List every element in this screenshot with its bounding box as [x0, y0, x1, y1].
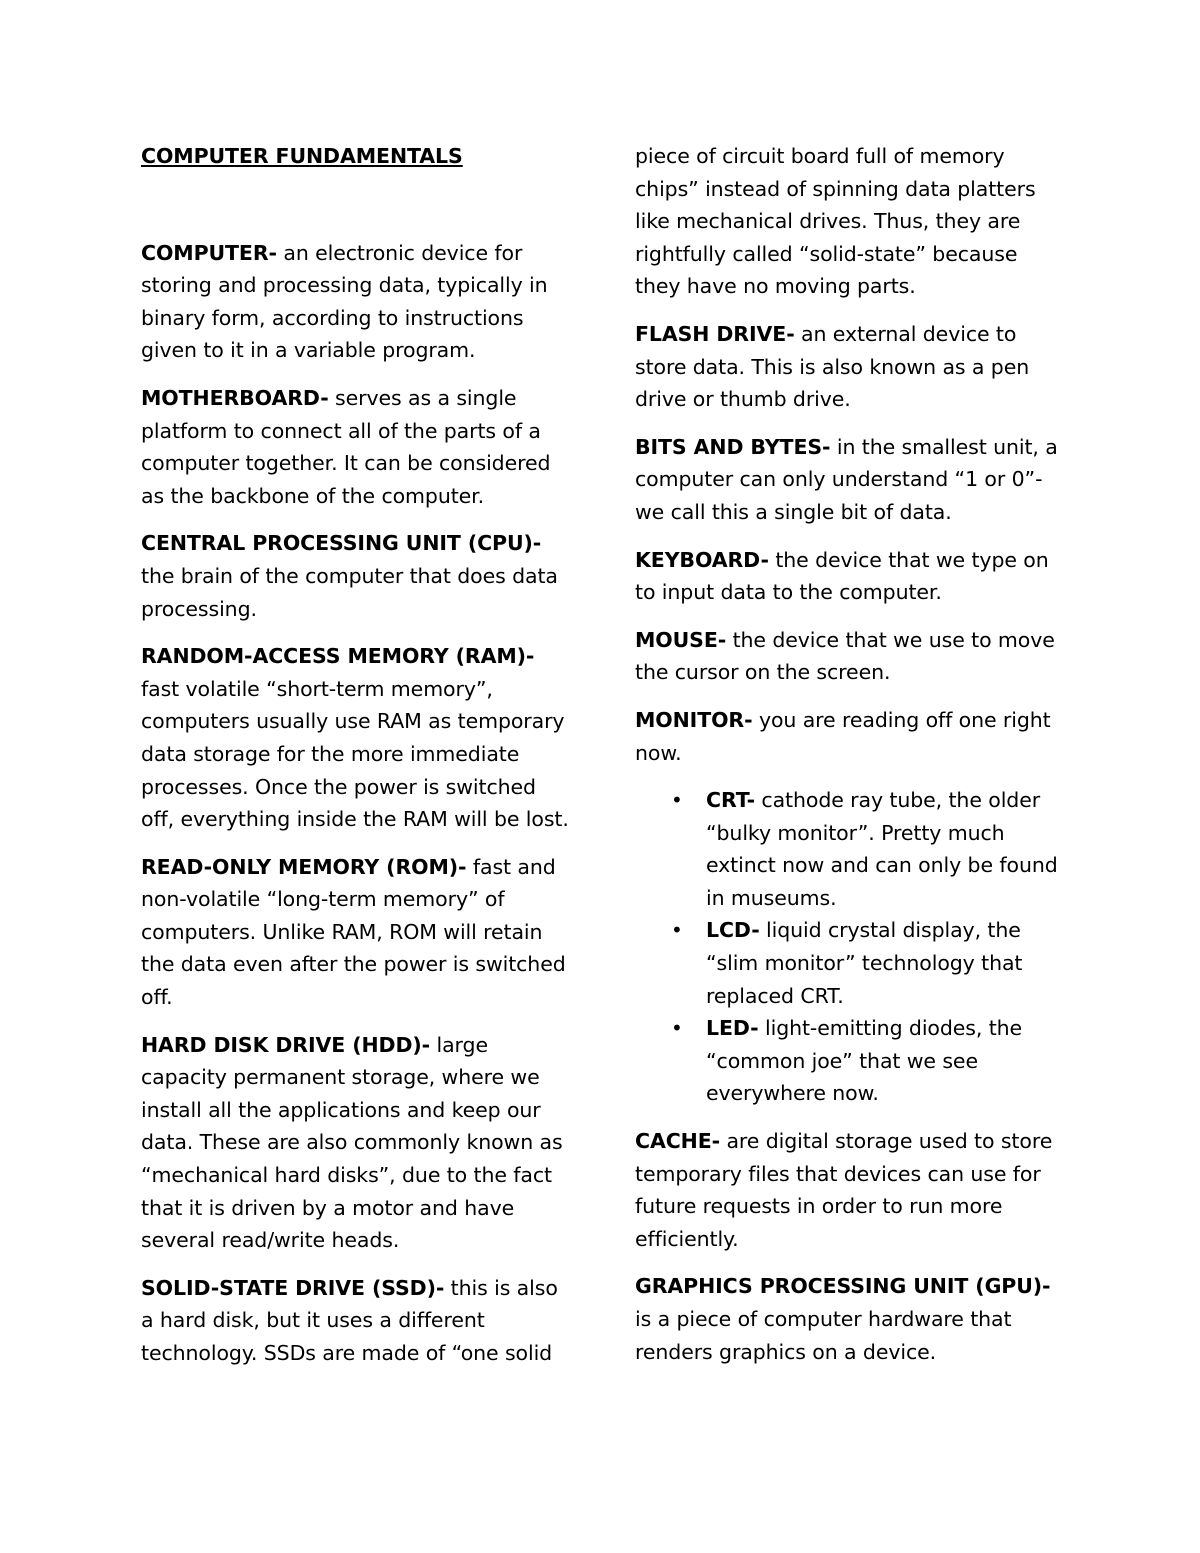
entry-ssd [141, 1272, 573, 1370]
entry-definition: is a piece of computer hardware that renders graphics on a device. [635, 1307, 1012, 1364]
entry-term: READ-ONLY MEMORY (ROM)- [141, 854, 467, 879]
entry-term: LCD- [706, 918, 760, 943]
entry-definition: are digital storage used to store temporary files that devices can use for future requests in order to run more efficiently. [635, 1129, 1053, 1251]
entry-definition: the device that we use to move the cursor on the screen. [635, 627, 1055, 685]
bullet-icon: • [671, 918, 683, 943]
entry-term: CENTRAL PROCESSING UNIT (CPU)- [141, 531, 542, 556]
entry-term: COMPUTER- [141, 240, 277, 265]
left-column [141, 140, 573, 1385]
entry-term: HARD DISK DRIVE (HDD)- [141, 1032, 431, 1057]
entry-term: SOLID-STATE DRIVE (SSD)- [141, 1275, 445, 1300]
entry-term: MONITOR- [635, 707, 753, 732]
entry-flash-drive [635, 318, 1065, 416]
entry-definition: serves as a single platform to connect all of the parts of a computer together. It can be considered as the backbone of the computer. [141, 385, 551, 508]
entry-definition: light-emitting diodes, the “common joe” that we see everywhere now. [706, 1016, 1023, 1106]
entry-definition: an electronic device for storing and processing data, typically in binary form, according to instructions given to it in a variable program. [141, 240, 548, 363]
entry-cpu [141, 527, 573, 625]
entry-monitor [635, 704, 1065, 769]
entry-definition: the brain of the computer that does data processing. [141, 563, 558, 621]
entry-definition: liquid crystal display, the “slim monitor” technology that replaced CRT. [706, 918, 1023, 1008]
entry-term: MOTHERBOARD- [141, 385, 329, 410]
entry-hdd [141, 1029, 573, 1257]
entry-definition: large capacity permanent storage, where we install all the applications and keep our data. These are also commonly known as “mechanical hard disks”, due to the fact that it is driven by a motor and have several read/write heads. [141, 1032, 563, 1253]
document-title: COMPUTER FUNDAMENTALS [141, 144, 463, 168]
list-item-lcd [635, 914, 1065, 1012]
entry-term: KEYBOARD- [635, 547, 769, 572]
entry-bits-and-bytes [635, 431, 1065, 529]
bullet-icon: • [671, 1016, 683, 1041]
list-item-led [635, 1012, 1065, 1110]
entry-term: GRAPHICS PROCESSING UNIT (GPU)- [635, 1274, 1051, 1299]
entry-motherboard [141, 382, 573, 512]
entry-computer [141, 237, 573, 367]
entry-term: LED- [706, 1016, 759, 1041]
entry-definition: an external device to store data. This is also known as a pen drive or thumb drive. [635, 321, 1030, 412]
entry-keyboard [635, 544, 1065, 609]
right-column [635, 140, 1065, 1383]
entry-definition: fast and non-volatile “long-term memory” of computers. Unlike RAM, ROM will retain the data even after the power is switched off. [141, 854, 566, 1010]
entry-definition: fast volatile “short-term memory”, computers usually use RAM as temporary data storage for the more immediate processes. Once the power is switched off, everything inside the RAM will be lost. [141, 676, 569, 832]
ssd-continuation: piece of circuit board full of memory chips” instead of spinning data platters like mechanical drives. Thus, they are rightfully called “solid-state” because they have no moving parts. [635, 144, 1036, 299]
bullet-icon: • [671, 788, 683, 813]
entry-cache [635, 1125, 1065, 1255]
entry-definition: in the smallest unit, a computer can only understand “1 or 0”- we call this a single bit of data. [635, 434, 1058, 524]
entry-term: CRT- [706, 788, 755, 813]
entry-term: CACHE- [635, 1129, 721, 1154]
entry-rom [141, 851, 573, 1014]
entry-term: FLASH DRIVE- [635, 321, 795, 346]
entry-ram [141, 640, 573, 836]
monitor-types-list [635, 784, 1065, 1110]
entry-definition: this is also a hard disk, but it uses a different technology. SSDs are made of “one solid [141, 1275, 558, 1365]
entry-term: MOUSE- [635, 627, 727, 652]
entry-term: BITS AND BYTES- [635, 434, 831, 459]
entry-mouse [635, 624, 1065, 689]
list-item-crt [635, 784, 1065, 914]
entry-term: RANDOM-ACCESS MEMORY (RAM)- [141, 644, 535, 669]
entry-definition: cathode ray tube, the older “bulky monitor”. Pretty much extinct now and can only be found in museums. [706, 788, 1058, 910]
entry-definition: the device that we type on to input data to the computer. [635, 547, 1049, 605]
entry-definition: you are reading off one right now. [635, 707, 1051, 765]
entry-gpu [635, 1270, 1065, 1368]
